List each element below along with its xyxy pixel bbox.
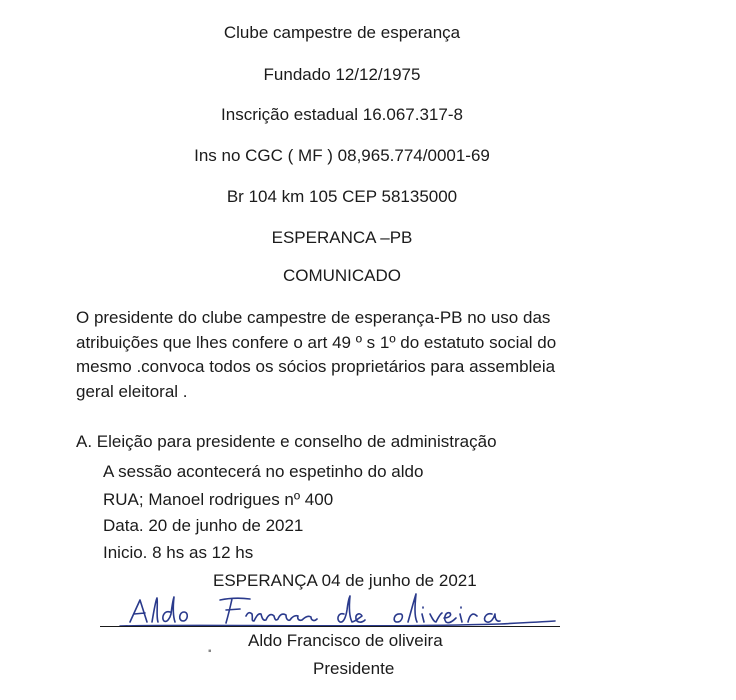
meeting-date: Data. 20 de junho de 2021 bbox=[103, 516, 304, 535]
club-name: Clube campestre de esperança bbox=[223, 23, 461, 42]
place-and-date: ESPERANÇA 04 de junho de 2021 bbox=[213, 571, 477, 590]
signature-line bbox=[100, 626, 560, 627]
address: Br 104 km 105 CEP 58135000 bbox=[226, 187, 458, 206]
session-location: A sessão acontecerá no espetinho do aldo bbox=[103, 462, 424, 481]
founded-date: Fundado 12/12/1975 bbox=[263, 65, 421, 84]
document-type: COMUNICADO bbox=[282, 266, 402, 285]
cgc-number: Ins no CGC ( MF ) 08,965.774/0001-69 bbox=[194, 146, 490, 165]
state-registration: Inscrição estadual 16.067.317-8 bbox=[221, 105, 463, 124]
street-address: RUA; Manoel rodrigues nº 400 bbox=[103, 490, 334, 509]
meeting-time: Inicio. 8 hs as 12 hs bbox=[103, 543, 254, 562]
signer-role: Presidente bbox=[313, 659, 395, 678]
signer-name: Aldo Francisco de oliveira bbox=[248, 631, 443, 650]
handwritten-signature bbox=[100, 588, 570, 636]
announcement-paragraph bbox=[76, 306, 636, 404]
stray-mark: ▪ bbox=[208, 646, 212, 657]
paragraph-line: O presidente do clube campestre de esperança-PB no uso das bbox=[76, 308, 551, 327]
paragraph-line: atribuições que lhes confere o art 49 º s 1º do estatuto social do bbox=[76, 332, 557, 352]
agenda-item-a: A. Eleição para presidente e conselho de administração bbox=[76, 432, 497, 451]
city: ESPERANCA –PB bbox=[271, 228, 413, 247]
paragraph-line: mesmo .convoca todos os sócios proprietários para assembleia bbox=[76, 357, 556, 376]
paragraph-line: geral eleitoral . bbox=[76, 381, 188, 401]
